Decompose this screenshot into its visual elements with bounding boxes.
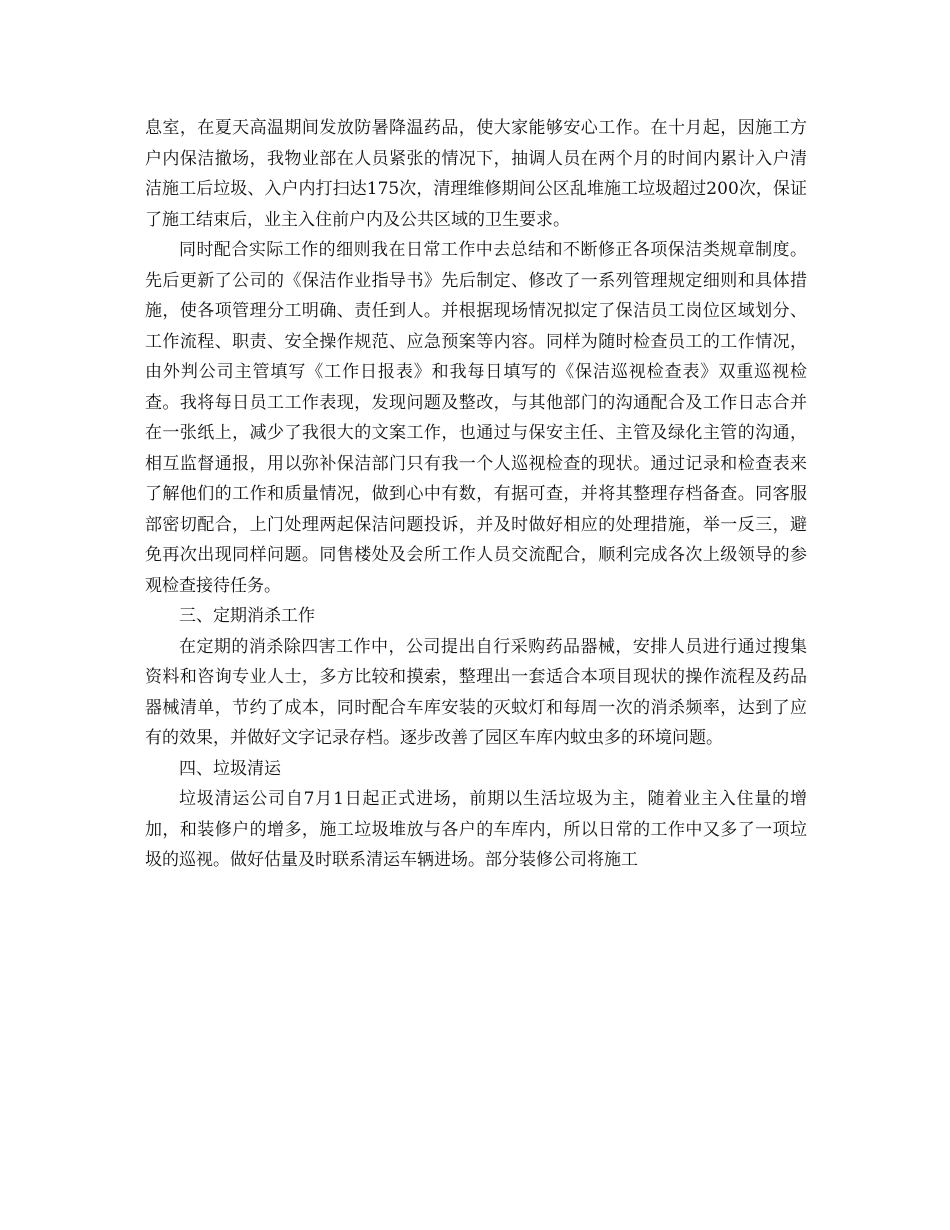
paragraph-disinfection: 在定期的消杀除四害工作中，公司提出自行采购药品器械，安排人员进行通过搜集资料和咨询专业人士，多方比较和摸索，整理出一套适合本项目现状的操作流程及药品器械清单，节约了成本，同时配合车库安装的灭蚊灯和每周一次的消杀频率，达到了应有的效果，并做好文字记录存档。逐步改善了园区车库内蚊虫多的环境问题。 bbox=[145, 636, 807, 748]
document-page bbox=[145, 113, 807, 876]
paragraph-continuation: 息室，在夏天高温期间发放防暑降温药品，使大家能够安心工作。在十月起，因施工方户内保洁撤场，我物业部在人员紧张的情况下，抽调人员在两个月的时间内累计入户清洁施工后垃圾、入户内打扫达175次，清理维修期间公区乱堆施工垃圾超过200次，保证了施工结束后，业主入住前户内及公共区域的卫生要求。 bbox=[145, 118, 807, 230]
section-heading-garbage: 四、垃圾清运 bbox=[179, 758, 281, 779]
paragraph-garbage: 垃圾清运公司自7月1日起正式进场，前期以生活垃圾为主，随着业主入住量的增加，和装修户的增多，施工垃圾堆放与各户的车库内，所以日常的工作中又多了一项垃圾的巡视。做好估量及时联系清运车辆进场。部分装修公司将施工 bbox=[145, 789, 807, 870]
paragraph-regulations: 同时配合实际工作的细则我在日常工作中去总结和不断修正各项保洁类规章制度。先后更新了公司的《保洁作业指导书》先后制定、修改了一系列管理规定细则和具体措施，使各项管理分工明确、责任到人。并根据现场情况拟定了保洁员工岗位区域划分、工作流程、职责、安全操作规范、应急预案等内容。同样为随时检查员工的工作情况，由外判公司主管填写《工作日报表》和我每日填写的《保洁巡视检查表》双重巡视检查。我将每日员工工作表现，发现问题及整改，与其他部门的沟通配合及工作日志合并在一张纸上，减少了我很大的文案工作，也通过与保安主任、主管及绿化主管的沟通，相互监督通报，用以弥补保洁部门只有我一个人巡视检查的现状。通过记录和检查表来了解他们的工作和质量情况，做到心中有数，有据可查，并将其整理存档备查。同客服部密切配合，上门处理两起保洁问题投诉，并及时做好相应的处理措施，举一反三，避免再次出现同样问题。同售楼处及会所工作人员交流配合，顺利完成各次上级领导的参观检查接待任务。 bbox=[145, 240, 807, 596]
section-heading-disinfection: 三、定期消杀工作 bbox=[179, 606, 315, 626]
